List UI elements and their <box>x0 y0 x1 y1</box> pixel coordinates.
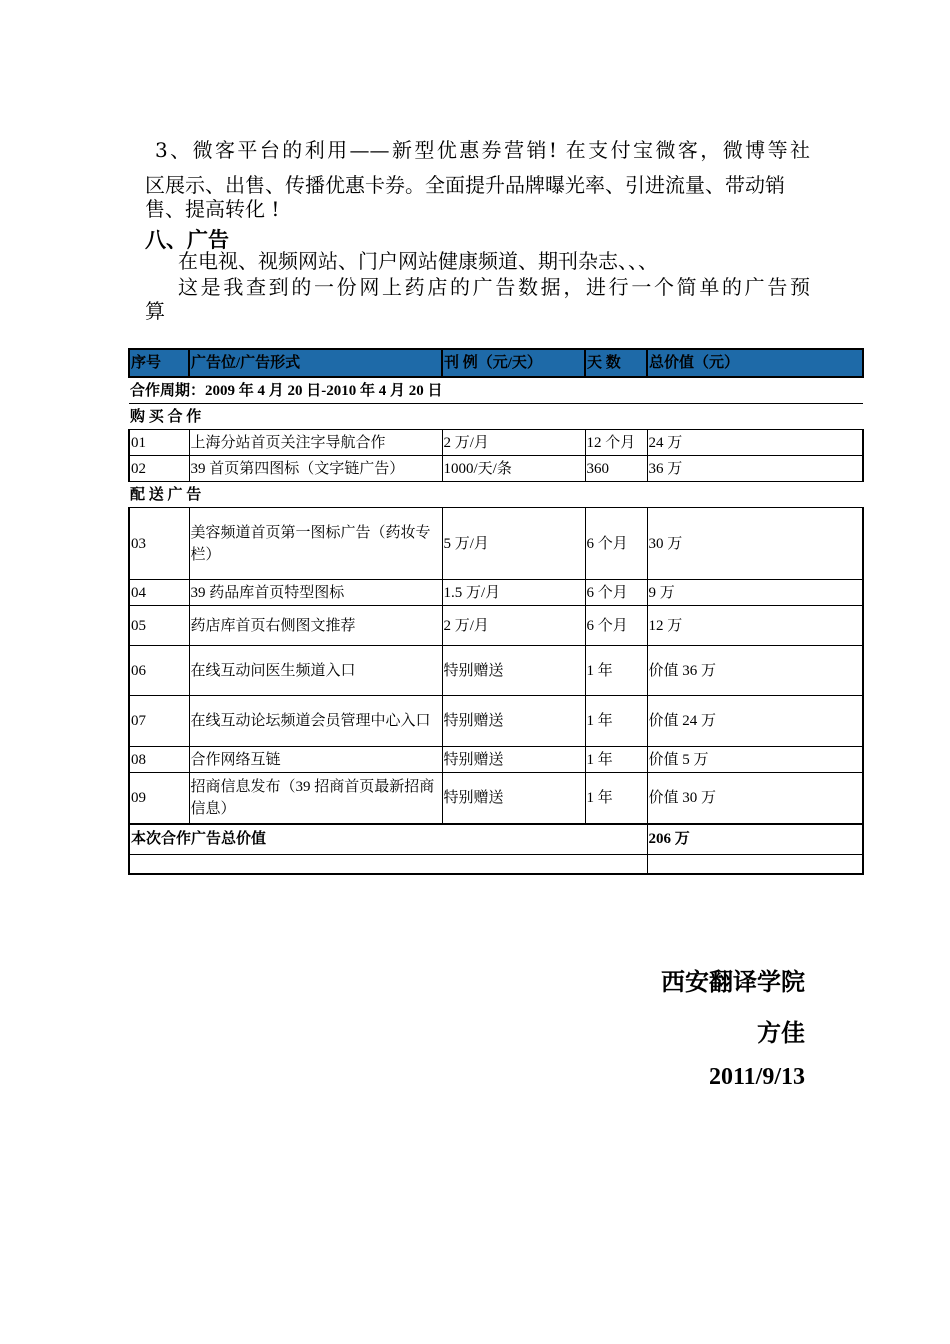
signature-school: 西安翻译学院 <box>661 968 805 996</box>
period-label: 合作周期：2009 年 4 月 20 日-2010 年 4 月 20 日 <box>129 377 863 404</box>
cell-total: 价值 24 万 <box>647 696 863 747</box>
cell-days: 6 个月 <box>585 508 647 580</box>
table-header-row <box>129 349 863 377</box>
cell-days: 1 年 <box>585 696 647 747</box>
cell-position: 上海分站首页关注字导航合作 <box>189 430 442 456</box>
cell-days: 6 个月 <box>585 580 647 606</box>
table-row <box>129 580 863 606</box>
intro-paragraph <box>145 138 810 221</box>
table-row <box>129 606 863 646</box>
cell-no: 09 <box>129 773 189 824</box>
cell-no: 08 <box>129 747 189 773</box>
signature-date: 2011/9/13 <box>708 1064 805 1090</box>
cell-no: 06 <box>129 646 189 696</box>
cell-rate: 特别赠送 <box>442 773 585 824</box>
cell-no: 03 <box>129 508 189 580</box>
cell-no: 07 <box>129 696 189 747</box>
cell-no: 01 <box>129 430 189 456</box>
table-row <box>129 430 863 456</box>
cell-position: 药店库首页右侧图文推荐 <box>189 606 442 646</box>
cell-rate: 特别赠送 <box>442 646 585 696</box>
table-row <box>129 646 863 696</box>
cell-position: 招商信息发布（39 招商首页最新招商信息） <box>189 773 442 824</box>
cell-rate: 1000/天/条 <box>442 456 585 482</box>
cell-days: 6 个月 <box>585 606 647 646</box>
cell-rate: 特别赠送 <box>442 747 585 773</box>
cell-days: 360 <box>585 456 647 482</box>
table-row <box>129 773 863 824</box>
section-heading: 八、广告 <box>145 228 229 252</box>
cell-total: 9 万 <box>647 580 863 606</box>
empty-cell <box>647 855 863 874</box>
table-row <box>129 747 863 773</box>
budget-paragraph <box>145 275 810 323</box>
signature-name: 方佳 <box>757 1019 805 1047</box>
budget-line-2: 算 <box>145 299 165 323</box>
section-purchase-row <box>129 404 863 430</box>
cell-rate: 5 万/月 <box>442 508 585 580</box>
header-position: 广告位/广告形式 <box>189 349 442 377</box>
intro-line-1: 3、微客平台的利用——新型优惠券营销! 在支付宝微客，微博等社 <box>155 138 810 162</box>
table-row <box>129 508 863 580</box>
cell-rate: 2 万/月 <box>442 606 585 646</box>
table-row <box>129 696 863 747</box>
header-total: 总价值（元） <box>647 349 863 377</box>
cell-total: 30 万 <box>647 508 863 580</box>
cell-position: 美容频道首页第一图标广告（药妆专栏） <box>189 508 442 580</box>
cell-days: 1 年 <box>585 747 647 773</box>
budget-line-1: 这是我查到的一份网上药店的广告数据，进行一个简单的广告预 <box>178 275 810 299</box>
cell-position: 39 首页第四图标（文字链广告） <box>189 456 442 482</box>
cell-no: 02 <box>129 456 189 482</box>
period-row <box>129 377 863 404</box>
total-value: 206 万 <box>647 824 863 855</box>
cell-total: 12 万 <box>647 606 863 646</box>
section-gift-label: 配 送 广 告 <box>129 482 863 508</box>
cell-rate: 特别赠送 <box>442 696 585 747</box>
cell-position: 在线互动论坛频道会员管理中心入口 <box>189 696 442 747</box>
cell-days: 1 年 <box>585 646 647 696</box>
cell-total: 价值 36 万 <box>647 646 863 696</box>
empty-cell <box>129 855 647 874</box>
cell-position: 39 药品库首页特型图标 <box>189 580 442 606</box>
cell-position: 在线互动问医生频道入口 <box>189 646 442 696</box>
total-label: 本次合作广告总价值 <box>129 824 647 855</box>
intro-line-2: 区展示、出售、传播优惠卡券。全面提升品牌曝光率、引进流量、带动销售、提高转化 ! <box>145 173 785 221</box>
empty-row <box>129 855 863 874</box>
cell-position: 合作网络互链 <box>189 747 442 773</box>
cell-days: 12 个月 <box>585 430 647 456</box>
header-no: 序号 <box>129 349 189 377</box>
total-row <box>129 824 863 855</box>
cell-total: 24 万 <box>647 430 863 456</box>
table-row <box>129 456 863 482</box>
header-rate: 刊 例（元/天） <box>442 349 585 377</box>
cell-days: 1 年 <box>585 773 647 824</box>
cell-no: 05 <box>129 606 189 646</box>
media-paragraph: 在电视、视频网站、门户网站健康频道、期刊杂志、、、 <box>178 249 658 273</box>
cell-rate: 1.5 万/月 <box>442 580 585 606</box>
ad-budget-table <box>128 348 864 875</box>
header-days: 天 数 <box>585 349 647 377</box>
cell-total: 36 万 <box>647 456 863 482</box>
cell-no: 04 <box>129 580 189 606</box>
cell-total: 价值 5 万 <box>647 747 863 773</box>
section-purchase-label: 购 买 合 作 <box>129 404 863 430</box>
cell-total: 价值 30 万 <box>647 773 863 824</box>
section-gift-row <box>129 482 863 508</box>
cell-rate: 2 万/月 <box>442 430 585 456</box>
